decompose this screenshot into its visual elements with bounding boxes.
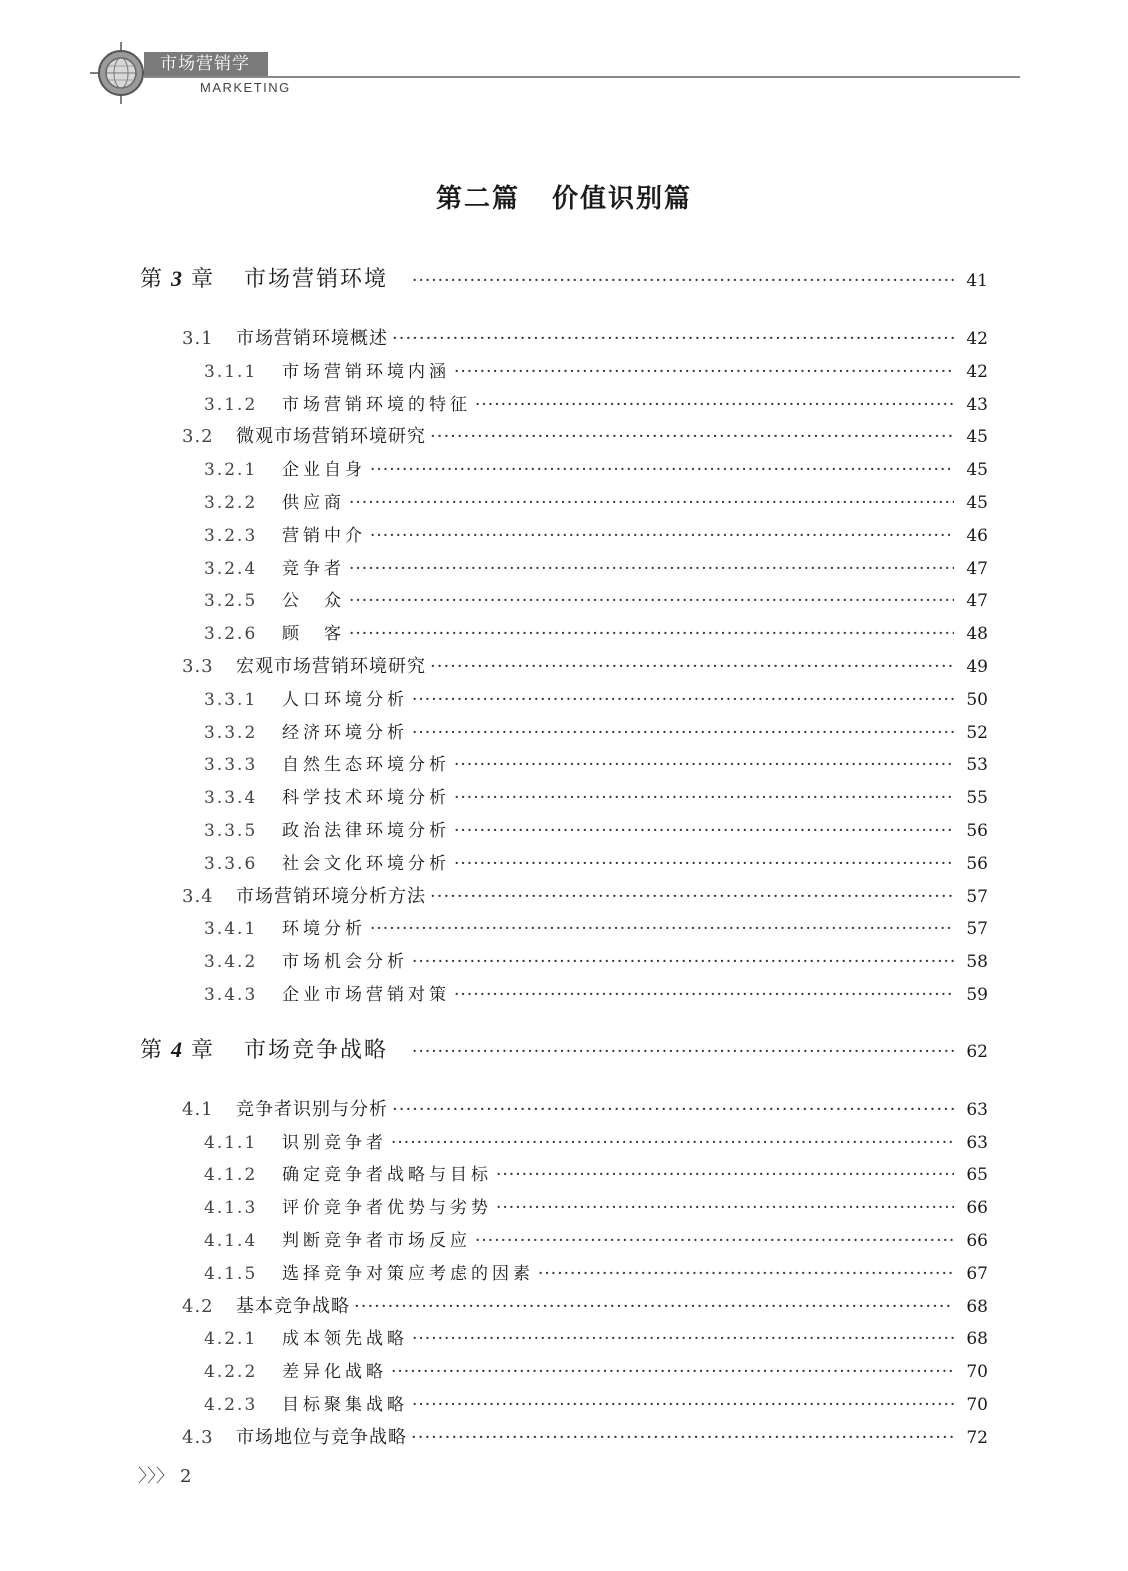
page-ref: 52	[966, 722, 988, 743]
leader-dots	[454, 854, 954, 874]
entry-label	[182, 1423, 407, 1449]
toc-chapter-row[interactable]	[140, 1033, 988, 1064]
toc-subsection-row[interactable]	[204, 390, 988, 415]
page-ref: 42	[966, 361, 988, 382]
entry-title: 市场营销环境分析方法	[236, 885, 426, 907]
header-subtitle: MARKETING	[200, 80, 291, 95]
toc-subsection-row[interactable]	[204, 1128, 988, 1153]
toc-section-row[interactable]	[182, 422, 988, 448]
entry-label	[204, 1226, 471, 1251]
page-ref: 58	[966, 952, 988, 973]
entry-code: 3.4.2	[204, 952, 258, 973]
entry-title: 自然生态环境分析	[282, 755, 450, 776]
entry-label	[204, 1390, 408, 1415]
toc-subsection-row[interactable]	[204, 1390, 988, 1415]
leader-dots	[475, 395, 954, 415]
leader-dots	[391, 1362, 954, 1382]
chapter-prefix: 第	[140, 267, 164, 292]
entry-title: 目标聚集战略	[282, 1395, 408, 1415]
toc-section-row[interactable]	[182, 652, 988, 678]
leader-dots	[475, 1231, 954, 1251]
entry-title: 识别竞争者	[282, 1132, 387, 1153]
leader-dots	[412, 1329, 954, 1349]
header-book-title: 市场营销学	[144, 52, 268, 76]
toc-subsection-row[interactable]	[204, 685, 988, 710]
entry-label	[204, 1193, 492, 1218]
toc-subsection-row[interactable]	[204, 586, 988, 611]
entry-code: 3.2	[182, 426, 214, 448]
entry-title: 微观市场营销环境研究	[236, 426, 426, 448]
entry-code: 4.2.1	[204, 1329, 258, 1350]
entry-title: 竞争者识别与分析	[236, 1098, 388, 1120]
entry-title: 顾 客	[282, 624, 345, 645]
leader-dots	[411, 1427, 954, 1448]
page-footer	[138, 1462, 191, 1488]
toc-section-row[interactable]	[182, 1095, 988, 1121]
entry-code: 3.2.2	[204, 493, 258, 513]
page-ref: 47	[966, 558, 988, 579]
entry-code: 3.3.5	[204, 821, 258, 841]
leader-dots	[412, 723, 954, 743]
page-ref: 46	[966, 525, 988, 546]
entry-label	[204, 586, 345, 611]
page-ref: 67	[966, 1263, 988, 1284]
leader-dots	[370, 919, 954, 939]
page-ref: 66	[966, 1231, 988, 1251]
toc-subsection-row[interactable]	[204, 619, 988, 644]
entry-title: 选择竞争对策应考虑的因素	[282, 1263, 534, 1284]
page-ref: 41	[966, 271, 988, 291]
entry-code: 3.4.3	[204, 985, 258, 1005]
entry-label	[204, 1160, 492, 1185]
toc-subsection-row[interactable]	[204, 849, 988, 874]
toc-subsection-row[interactable]	[204, 783, 988, 808]
entry-title: 宏观市场营销环境研究	[236, 656, 426, 677]
entry-label	[182, 324, 388, 350]
entry-title: 企业市场营销对策	[282, 985, 450, 1005]
part-name: 价值识别篇	[552, 184, 693, 214]
entry-title: 公 众	[282, 591, 345, 612]
entry-label	[204, 685, 408, 710]
entry-code: 4.2.2	[204, 1362, 258, 1383]
page-ref: 63	[966, 1132, 988, 1153]
chapter-title: 市场营销环境	[244, 267, 389, 292]
entry-code: 3.2.6	[204, 624, 258, 645]
page-ref: 59	[966, 985, 988, 1005]
chapter-label	[140, 1033, 408, 1064]
page-ref: 57	[966, 886, 988, 907]
leader-dots	[412, 1042, 954, 1062]
toc-section-row[interactable]	[182, 324, 988, 350]
toc-subsection-row[interactable]	[204, 521, 988, 546]
entry-code: 3.4	[182, 885, 214, 907]
toc-subsection-row[interactable]	[204, 1259, 988, 1284]
chapter-number: 3	[171, 266, 184, 291]
chapter-suffix: 章	[191, 1037, 215, 1063]
entry-title: 差异化战略	[282, 1362, 387, 1383]
page-ref: 68	[966, 1329, 988, 1350]
leader-dots	[370, 526, 954, 546]
leader-dots	[430, 886, 954, 907]
part-title	[0, 178, 1128, 215]
page-ref: 55	[966, 788, 988, 809]
toc-subsection-row[interactable]	[204, 554, 988, 579]
entry-code: 3.3.1	[204, 689, 258, 710]
entry-title: 经济环境分析	[282, 722, 408, 743]
page-ref: 48	[966, 624, 988, 645]
chapter-prefix: 第	[140, 1037, 164, 1063]
entry-label	[204, 357, 450, 382]
toc-subsection-row[interactable]	[204, 947, 988, 972]
entry-title: 环境分析	[282, 919, 366, 940]
entry-code: 4.2.3	[204, 1395, 258, 1415]
leader-dots	[412, 952, 954, 972]
entry-label	[204, 1128, 387, 1153]
entry-code: 4.1.5	[204, 1263, 258, 1284]
part-number: 第二篇	[435, 184, 520, 214]
page-ref: 62	[966, 1041, 988, 1062]
entry-title: 基本竞争战略	[236, 1295, 350, 1317]
entry-title: 评价竞争者优势与劣势	[282, 1198, 492, 1219]
entry-title: 科学技术环境分析	[282, 788, 450, 809]
entry-label	[204, 750, 450, 775]
toc-subsection-row[interactable]	[204, 718, 988, 743]
entry-code: 3.2.3	[204, 525, 258, 546]
leader-dots	[412, 690, 954, 710]
page-ref: 45	[966, 427, 988, 448]
page-header	[88, 40, 1028, 110]
entry-code: 3.3	[182, 656, 214, 677]
entry-label	[182, 422, 426, 448]
leader-dots	[412, 271, 954, 291]
leader-dots	[538, 1264, 954, 1284]
toc-chapter-row[interactable]	[140, 262, 988, 293]
entry-label	[204, 488, 345, 513]
entry-title: 市场地位与竞争战略	[236, 1426, 407, 1448]
toc-subsection-row[interactable]	[204, 488, 988, 513]
page-ref: 57	[966, 919, 988, 940]
toc-subsection-row[interactable]	[204, 816, 988, 841]
header-divider	[144, 76, 1020, 78]
entry-code: 3.2.5	[204, 591, 258, 612]
toc-subsection-row[interactable]	[204, 914, 988, 939]
entry-label	[204, 849, 450, 874]
leader-dots	[454, 985, 954, 1005]
entry-title: 判断竞争者市场反应	[282, 1231, 471, 1251]
leader-dots	[430, 426, 954, 447]
entry-title: 市场营销环境的特征	[282, 394, 471, 415]
entry-label	[182, 1292, 350, 1318]
page-ref: 72	[966, 1427, 988, 1448]
toc-section-row[interactable]	[182, 882, 988, 908]
entry-label	[204, 1357, 387, 1382]
entry-code: 3.1.1	[204, 361, 258, 382]
entry-label	[182, 652, 426, 678]
entry-label	[204, 947, 408, 972]
entry-title: 成本领先战略	[282, 1329, 408, 1350]
entry-label	[204, 455, 366, 480]
entry-code: 3.2.1	[204, 460, 258, 481]
entry-code: 4.1.3	[204, 1198, 258, 1219]
footer-marks: 〉〉〉	[138, 1466, 174, 1487]
chapter-number: 4	[171, 1036, 184, 1062]
entry-label	[204, 816, 450, 841]
leader-dots	[412, 1395, 954, 1415]
page-ref: 68	[966, 1296, 988, 1317]
entry-code: 3.4.1	[204, 919, 258, 940]
entry-title: 营销中介	[282, 525, 366, 546]
entry-code: 4.1.4	[204, 1231, 258, 1251]
leader-dots	[354, 1296, 954, 1317]
leader-dots	[392, 1099, 954, 1120]
page-ref: 70	[966, 1362, 988, 1383]
leader-dots	[370, 460, 954, 480]
page-ref: 50	[966, 689, 988, 710]
page-ref: 47	[966, 591, 988, 612]
entry-title: 市场营销环境概述	[236, 328, 388, 349]
leader-dots	[454, 788, 954, 808]
entry-title: 竞争者	[282, 558, 345, 579]
leader-dots	[349, 624, 954, 644]
page-ref: 56	[966, 821, 988, 841]
toc-subsection-row[interactable]	[204, 1160, 988, 1185]
page-ref: 63	[966, 1099, 988, 1120]
entry-label	[204, 521, 366, 546]
entry-code: 3.3.4	[204, 788, 258, 809]
page-ref: 43	[966, 394, 988, 415]
leader-dots	[391, 1133, 954, 1153]
entry-title: 企业自身	[282, 460, 366, 481]
page-ref: 53	[966, 755, 988, 776]
leader-dots	[454, 362, 954, 382]
entry-label	[204, 619, 345, 644]
entry-code: 4.1	[182, 1098, 214, 1120]
entry-code: 4.3	[182, 1426, 214, 1448]
entry-label	[182, 882, 426, 908]
entry-code: 4.2	[182, 1295, 214, 1317]
entry-title: 市场机会分析	[282, 952, 408, 973]
chapter-label	[140, 262, 408, 293]
toc-subsection-row[interactable]	[204, 455, 988, 480]
toc-subsection-row[interactable]	[204, 980, 988, 1005]
entry-code: 3.3.3	[204, 755, 258, 776]
leader-dots	[392, 328, 954, 349]
page-ref: 45	[966, 493, 988, 513]
entry-title: 社会文化环境分析	[282, 853, 450, 874]
entry-label	[204, 390, 471, 415]
entry-label	[204, 1259, 534, 1284]
page-ref: 42	[966, 329, 988, 349]
toc-subsection-row[interactable]	[204, 1324, 988, 1349]
entry-code: 3.3.2	[204, 722, 258, 743]
entry-label	[204, 914, 366, 939]
chapter-title: 市场竞争战略	[244, 1037, 389, 1063]
entry-code: 3.1	[182, 328, 214, 349]
entry-code: 3.3.6	[204, 853, 258, 874]
entry-code: 3.2.4	[204, 558, 258, 579]
entry-title: 政治法律环境分析	[282, 821, 450, 841]
leader-dots	[349, 493, 954, 513]
entry-title: 市场营销环境内涵	[282, 361, 450, 382]
entry-label	[204, 554, 345, 579]
entry-title: 确定竞争者战略与目标	[282, 1165, 492, 1186]
toc-section-row[interactable]	[182, 1423, 988, 1449]
entry-label	[182, 1095, 388, 1121]
toc-subsection-row[interactable]	[204, 750, 988, 775]
page-ref: 65	[966, 1165, 988, 1186]
toc-subsection-row[interactable]	[204, 1357, 988, 1382]
toc-subsection-row[interactable]	[204, 357, 988, 382]
page-ref: 70	[966, 1395, 988, 1415]
entry-label	[204, 718, 408, 743]
entry-label	[204, 980, 450, 1005]
leader-dots	[496, 1165, 954, 1185]
entry-code: 4.1.1	[204, 1132, 258, 1153]
page-ref: 66	[966, 1198, 988, 1219]
toc-section-row[interactable]	[182, 1292, 988, 1318]
leader-dots	[430, 656, 954, 677]
entry-label	[204, 783, 450, 808]
entry-code: 4.1.2	[204, 1165, 258, 1186]
toc-subsection-row[interactable]	[204, 1226, 988, 1251]
page-ref: 45	[966, 460, 988, 481]
entry-title: 人口环境分析	[282, 689, 408, 710]
entry-label	[204, 1324, 408, 1349]
entry-title: 供应商	[282, 493, 345, 513]
leader-dots	[454, 821, 954, 841]
chapter-suffix: 章	[191, 267, 215, 292]
page-ref: 49	[966, 657, 988, 677]
leader-dots	[454, 755, 954, 775]
leader-dots	[496, 1198, 954, 1218]
toc-subsection-row[interactable]	[204, 1193, 988, 1218]
leader-dots	[349, 559, 954, 579]
leader-dots	[349, 591, 954, 611]
page-number: 2	[180, 1466, 192, 1487]
entry-code: 3.1.2	[204, 394, 258, 415]
page-ref: 56	[966, 853, 988, 874]
